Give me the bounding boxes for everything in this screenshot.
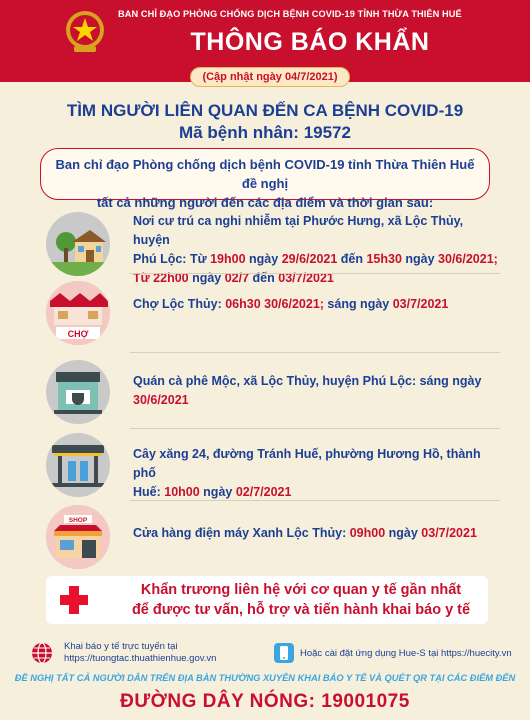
- gas-station-line-2: Huế: 10h00 ngày 02/7/2021: [133, 485, 292, 499]
- declaration-label: Khai báo y tế trực tuyến tại: [64, 641, 178, 652]
- divider: [130, 500, 500, 501]
- shop-label: SHOP: [68, 517, 88, 524]
- market-icon: [46, 281, 110, 345]
- update-date-badge: (Cập nhật ngày 04/7/2021): [190, 67, 350, 87]
- mobile-app-icon: [272, 642, 296, 664]
- app-install-text[interactable]: Hoặc cài đặt ứng dụng Hue-S tại https://huecity.vn: [300, 648, 512, 659]
- divider: [130, 352, 500, 353]
- contact-line-1: Khẩn trương liên hệ với cơ quan y tế gần nhất: [140, 582, 462, 598]
- shop-text: [133, 524, 503, 543]
- intro-box: [40, 148, 490, 210]
- residence-line-3: Từ 22h00 ngày 02/7 đến 03/7/2021: [133, 271, 334, 285]
- national-emblem-icon: [62, 8, 108, 56]
- divider: [130, 428, 500, 429]
- gas-station-text: [133, 445, 503, 502]
- declaration-link[interactable]: https://tuongtac.thuathienhue.gov.vn: [64, 653, 217, 664]
- market-line-1: Chợ Lộc Thủy: 06h30 30/6/2021; sáng ngày 03/7/2021: [133, 297, 449, 311]
- gas-station-line-1: Cây xăng 24, đường Tránh Huế, phường Hương Hồ, thành phố: [133, 447, 481, 480]
- hotline: ĐƯỜNG DÂY NÓNG: 19001075: [120, 691, 410, 712]
- page-title: THÔNG BÁO KHẨN: [190, 28, 430, 56]
- cafe-line-2: 30/6/2021: [133, 393, 189, 407]
- intro-line-2: tất cả những người đến các địa điểm và thời gian sau:: [96, 195, 434, 210]
- market-label: CHỢ: [67, 329, 89, 339]
- globe-icon: [30, 642, 54, 664]
- cafe-icon: [46, 360, 110, 424]
- residence-line-2: Phú Lộc: Từ 19h00 ngày 29/6/2021 đến 15h30 ngày 30/6/2021;: [133, 252, 498, 266]
- intro-line-1: Ban chỉ đạo Phòng chống dịch bệnh COVID-19 tỉnh Thừa Thiên Huế đề nghị: [55, 157, 475, 191]
- gas-station-icon: [46, 433, 110, 497]
- shop-icon: [46, 505, 110, 569]
- advice-line: ĐỀ NGHỊ TẤT CẢ NGƯỜI DÂN TRÊN ĐỊA BÀN THƯỜNG XUYÊN KHAI BÁO Y TẾ VÀ QUÉT QR TẠI CÁC ĐIỂM ĐẾN: [14, 673, 516, 683]
- cafe-line-1: Quán cà phê Mộc, xã Lộc Thủy, huyện Phú Lộc: sáng ngày: [133, 374, 482, 388]
- divider: [130, 273, 500, 274]
- shop-line-1: Cửa hàng điện máy Xanh Lộc Thủy: 09h00 ngày 03/7/2021: [133, 526, 477, 540]
- cafe-text: [133, 372, 503, 410]
- contact-text: [126, 580, 476, 620]
- residence-text: [133, 212, 503, 288]
- house-icon: [46, 212, 110, 276]
- market-text: [133, 295, 503, 314]
- case-heading: TÌM NGƯỜI LIÊN QUAN ĐẾN CA BỆNH COVID-19: [66, 101, 464, 120]
- contact-banner: [46, 576, 488, 624]
- patient-code: Mã bệnh nhân: 19572: [179, 123, 351, 142]
- residence-line-1: Nơi cư trú ca nghi nhiễm tại Phước Hưng, xã Lộc Thủy, huyện: [133, 214, 464, 247]
- contact-line-2: để được tư vấn, hỗ trợ và tiến hành khai báo y tế: [131, 602, 471, 618]
- org-name: BAN CHỈ ĐẠO PHÒNG CHỐNG DỊCH BỆNH COVID-19 TỈNH THỪA THIÊN HUẾ: [118, 9, 462, 19]
